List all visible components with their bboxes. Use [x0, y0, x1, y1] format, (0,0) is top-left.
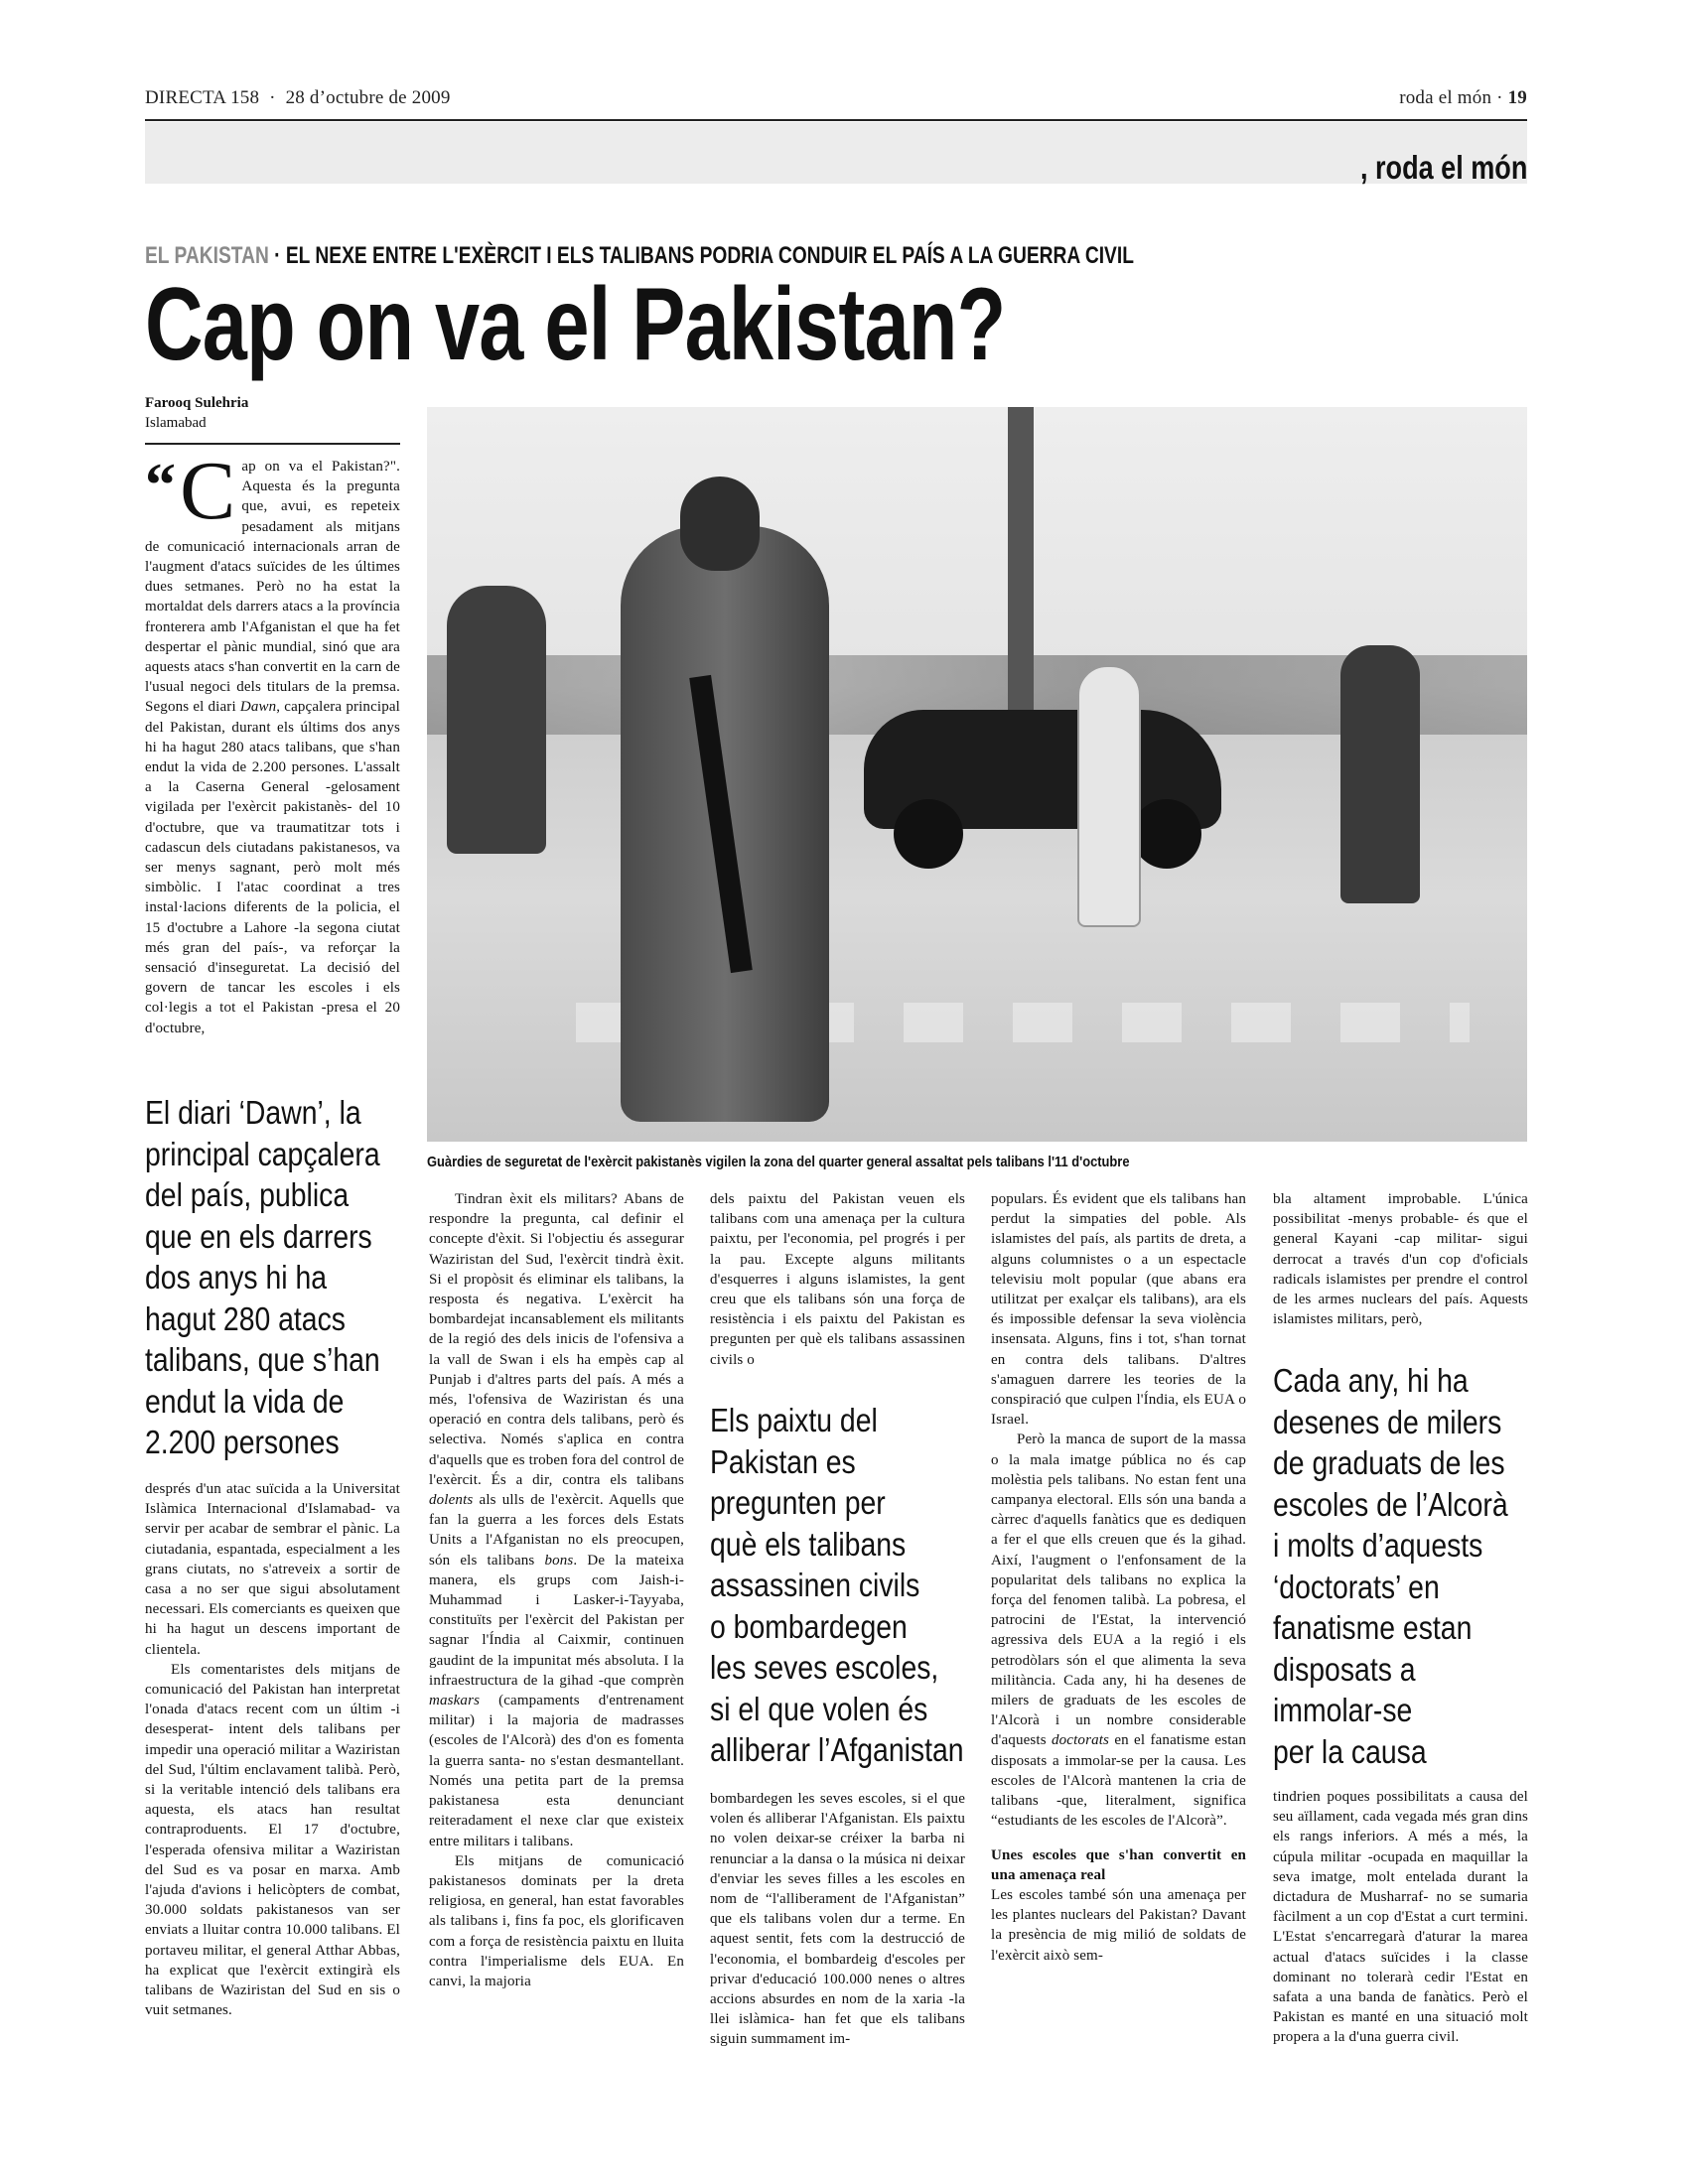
pull-quote-line: ‘doctorats’ en	[1273, 1568, 1440, 1605]
pull-quote-3	[1273, 1360, 1529, 1772]
body-text: bla altament improbable. L'única possibilitat -menys probable- és que el general Kayani -cap militar- sigui derrocat a través d'un cop d'oficials radicals islamistes per prendre el control de les armes nuclears del país. Aquests islamistes militars, però,	[1273, 1191, 1528, 1328]
column-5-bottom	[1273, 1787, 1528, 2048]
paragraph	[710, 1189, 965, 1370]
column-4-body	[991, 1189, 1246, 1832]
kicker-topic: EL PAKISTAN	[145, 242, 269, 269]
section-name: roda el món ·	[1399, 87, 1503, 108]
pull-quote-line: Pakistan es	[710, 1442, 856, 1480]
body-text: als ulls de l'exèrcit. Aquells que fan la guerra a les forces dels Estats Units a l'Afganistan no els preocupen, són els talibans	[429, 1492, 684, 1569]
paragraph	[1273, 1787, 1528, 2048]
pull-quote-line: del país, publica	[145, 1176, 350, 1213]
pull-quote-line: hagut 280 atacs	[145, 1299, 346, 1337]
pull-quote-1	[145, 1092, 401, 1463]
car-wheel	[1132, 799, 1201, 869]
news-photo	[427, 407, 1527, 1142]
column-3-top	[710, 1189, 965, 1370]
column-4-body-end	[991, 1885, 1246, 1966]
pull-quote-line: i molts d’aquests	[1273, 1527, 1483, 1564]
column-1-top	[145, 445, 400, 1038]
lead-paragraph	[145, 445, 400, 1038]
header-rule	[145, 119, 1527, 121]
page-folio	[1399, 87, 1527, 109]
soldier-right	[1340, 645, 1420, 903]
pull-quote-line: endut la vida de	[145, 1382, 345, 1420]
column-2	[429, 1189, 684, 1991]
body-text: Els comentaristes dels mitjans de comunicació del Pakistan han interpretat l'onada d'atacs recent com un últim -i desesperat- intent dels talibans per impedir una operació militar a Waziristan del Sud, l'últim enclavament talibà. Però, si la veritable intenció dels talibans era aquesta, els atacs han resultat contraproduents. El 17 d'octubre, l'esperada ofensiva militar a Waziristan del Sud es va posar en marxa. Amb l'ajuda d'avions i helicòpters de combat, 30.000 soldats pakistanesos van ser enviats a lluitar contra 10.000 talibans. El portaveu militar, el general Atthar Abbas, ha explicat que l'exèrcit extingirà els talibans de Waziristan del Sud en sis o vuit setmanes.	[145, 1661, 400, 2019]
pull-quote-line: immolar-se	[1273, 1692, 1413, 1728]
car-wheel	[894, 799, 963, 869]
paragraph	[429, 1851, 684, 1991]
body-text: ap on va el Pakistan?". Aquesta és la pregunta que, avui, es repeteix pesadament als mitjans de comunicació internacionals arran de l'augment d'atacs suïcides de les últimes dues setmanes. Però no ha estat la mortaldat dels darrers atacs a la província fronterera amb l'Afganistan el que ha fet despertar el pànic mundial, sinó que ara aquests atacs s'han convertit en la carn de l'usual negoci dels titulars de la premsa. Segons el diari	[145, 459, 400, 716]
pull-quote-line: El diari ‘Dawn’, la	[145, 1094, 361, 1131]
pull-quote-line: si el que volen és	[710, 1690, 928, 1727]
column-1-bottom	[145, 1479, 400, 2020]
italic-text: maskars	[429, 1693, 481, 1709]
pull-quote-line: principal capçalera	[145, 1135, 380, 1172]
italic-text: Dawn	[239, 699, 277, 716]
drop-quote-mark: “	[145, 452, 177, 519]
pull-quote-line: per la causa	[1273, 1732, 1427, 1770]
italic-text: dolents	[429, 1492, 474, 1509]
pull-quote-line: fanatisme estan	[1273, 1609, 1473, 1646]
paragraph	[991, 1430, 1246, 1831]
issue-info	[145, 87, 451, 109]
pull-quote-line: disposats a	[1273, 1650, 1416, 1688]
pull-quote-line: o bombardegen	[710, 1607, 908, 1645]
soldier-head	[680, 477, 760, 571]
body-text: (campaments d'entrenament militar) i la majoria de madrasses (escoles de l'Alcorà) des d'on es fomenta la guerra santa- no s'estan desmantellant. Només una petita part de la premsa pakistanesa esta denunciant reiteradament el nexe clar que existeix entre militars i talibans.	[429, 1693, 684, 1849]
kicker-text: · EL NEXE ENTRE L'EXÈRCIT I ELS TALIBANS PODRIA CONDUIR EL PAÍS A LA GUERRA CIVIL	[268, 242, 1134, 269]
body-text: , capçalera principal del Pakistan, durant els últims dos anys hi ha hagut 280 atacs talibans, que s'han endut la vida de 2.200 persones. L'assalt a la Caserna General -gelosament vigilada per l'exèrcit pakistanès- del 10 d'octubre, que va traumatitzar tots i cadascun dels ciutadans pakistanesos, va ser menys sagnant, però molt més simbòlic. I l'atac coordinat a tres instal·lacions diferents de la policia, el 15 d'octubre a Lahore -la segona ciutat més gran del país-, va reforçar la sensació d'inseguretat. La decisió del govern de tancar les escoles i els col·legis a tot el Pakistan -presa el 20 d'octubre,	[145, 699, 400, 1036]
pull-quote-line: 2.200 persones	[145, 1424, 340, 1460]
pull-quote-line: les seves escoles,	[710, 1649, 939, 1686]
section-band	[145, 122, 1527, 184]
issue-number: DIRECTA 158	[145, 87, 260, 108]
pull-quote-line: dos anys hi ha	[145, 1259, 328, 1296]
issue-date: 28 d’octubre de 2009	[285, 87, 451, 108]
guard-white-uniform	[1077, 665, 1141, 927]
body-text: dels paixtu del Pakistan veuen els talibans com una amenaça per la cultura paixtu, per l'economia, pel progrés i per la pau. Excepte alguns militants d'esquerres i alguns islamistes, la gent creu que els talibans són una força de resistència i els paixtu del Pakistan es pregunten per què els talibans assassinen civils o	[710, 1191, 965, 1368]
byline	[145, 393, 400, 445]
paragraph	[710, 1789, 965, 2050]
pull-quote-line: què els talibans	[710, 1525, 907, 1563]
pull-quote-line: desenes de milers	[1273, 1403, 1502, 1440]
author: Farooq Sulehria	[145, 395, 249, 411]
italic-text: bons	[544, 1552, 574, 1569]
pull-quote-line: talibans, que s’han	[145, 1341, 380, 1378]
body-text: . De la mateixa manera, els grups com Jaish-i-Muhammad i Lasker-i-Tayyaba, constituïts per l'exèrcit del Pakistan per sagnar l'Índia al Caixmir, continuen gaudint de la impunitat més absoluta. I la infraestructura de la gihad -que comprèn	[429, 1552, 684, 1689]
separator: ·	[269, 87, 276, 108]
body-text: Els mitjans de comunicació pakistanesos dominats per la dreta religiosa, en general, han estat favorables als talibans i, fins fa poc, els glorificaven com a força de resistència paixtu en lluita contra l'imperialisme dels EUA. En canvi, la majoria	[429, 1852, 684, 1989]
paragraph	[145, 1660, 400, 2021]
drop-cap: C	[180, 445, 236, 537]
subheading: Unes escoles que s'han convertit en una amenaça real	[991, 1846, 1246, 1883]
pull-quote-line: alliberar l’Afganistan	[710, 1731, 964, 1768]
italic-text: doctorats	[1052, 1732, 1110, 1749]
page-number: 19	[1507, 87, 1527, 108]
paragraph	[991, 1885, 1246, 1966]
column-3-bottom	[710, 1789, 965, 2050]
location: Islamabad	[145, 415, 207, 431]
photo-caption: Guàrdies de seguretat de l'exèrcit pakistanès vigilen la zona del quarter general assaltat pels talibans l'11 d'octubre	[427, 1154, 1130, 1170]
pull-quote-line: que en els darrers	[145, 1217, 372, 1255]
body-text: bombardegen les seves escoles, si el que volen és alliberar l'Afganistan. Els paixtu no volen deixar-se créixer la barba ni renunciar a la dansa o la música ni deixar d'enviar les seves filles a les escoles en nom de “l'alliberament de l'Afganistan” que els talibans volen dur a terme. En aquest sentit, fets com la destrucció de l'economia, el bombardeig d'escoles per privar d'educació 100.000 nenes o altres accions absurdes en nom de la xaria -la llei islàmica- han fet que els talibans siguin summament im-	[710, 1791, 965, 2048]
body-text: Les escoles també són una amenaça per les plantes nuclears del Pakistan? Davant la presència de mig milió de soldats de l'exèrcit això sem-	[991, 1886, 1246, 1964]
headline: Cap on va el Pakistan?	[145, 267, 1006, 382]
pull-quote-2	[710, 1400, 966, 1771]
pull-quote-line: de graduats de les	[1273, 1444, 1505, 1481]
paragraph	[145, 1479, 400, 1660]
kicker	[145, 242, 1134, 270]
body-text: després d'un atac suïcida a la Universitat Islàmica Internacional d'Islamabad- va servir per acabar de sembrar el pànic. La ciutadania, espantada, especialment a les grans ciutats, no s'atreveix a sortir de casa a no ser que sigui absolutament necessari. Els comerciants es queixen que hi ha hagut un descens important de clientela.	[145, 1481, 400, 1658]
paragraph	[429, 1189, 684, 1851]
section-title: , roda el món	[1359, 149, 1527, 186]
pull-quote-line: Els paixtu del	[710, 1402, 878, 1438]
body-text: populars. És evident que els talibans han perdut la simpaties del poble. Als islamistes del país, als partits de dreta, a alguns columnistes o a un espectacle televisiu molt popular (que abans era utilitzat per exalçar els talibans), ara els és impossible defensar la seva violència insensata. Alguns, fins i tot, s'han tornat en contra dels talibans. D'altres s'amaguen darrere les teories de la conspiració que culpen l'Índia, els EUA o Israel.	[991, 1191, 1246, 1429]
pull-quote-line: Cada any, hi ha	[1273, 1362, 1469, 1399]
pull-quote-line: assassinen civils	[710, 1567, 920, 1603]
body-text: Però la manca de suport de la massa o la mala imatge pública no és cap molèstia pels talibans. No estan fent una campanya electoral. Ells són una banda a càrrec d'aquells fanàtics que es dediquen a fer el que ells creuen que és la gihad. Així, l'augment o l'enfonsament de la popularitat dels talibans no explica la força del fenomen talibà. La pobresa, el patrocini de l'Estat, la intervenció agressiva dels EUA a la regió i els petrodòlars són el que alimenta la seva militància. Cada any, hi ha desenes de milers de graduats de les escoles de l'Alcorà i un nombre considerable d'aquests	[991, 1432, 1246, 1749]
paragraph	[1273, 1189, 1528, 1329]
column-5-top	[1273, 1189, 1528, 1329]
body-text: tindrien poques possibilitats a causa del seu aïllament, cada vegada més gran dins els rangs inferiors. A més a més, la cúpula militar -ocupada en maquillar la seva imatge, molt entelada durant la dictadura de Musharraf- no se sumaria fàcilment a un cop d'Estat a curt termini. L'Estat s'encarregarà d'aturar la marea actual d'atacs suïcides i la classe dominant no tolerarà cedir l'Estat en safata a una banda de fanàtics. Però el Pakistan es manté en una situació molt propera a la d'una guerra civil.	[1273, 1789, 1528, 2046]
body-text: Tindran èxit els militars? Abans de respondre la pregunta, cal definir el concepte d'èxit. Si l'objectiu és assegurar Waziristan del Sud, l'exèrcit tindrà èxit. Si el propòsit és eliminar els talibans, la resposta és negativa. L'exèrcit ha bombardejat incansablement els militants de la regió des dels inicis de l'ofensiva a la vall de Swan i els ha empès cap al Punjab i d'altres parts del país. A més a més, l'ofensiva de Waziristan és una operació en contra dels talibans, però és selectiva. Només s'aplica en contra d'aquells que es troben fora del control de l'exèrcit. És a dir, contra els talibans	[429, 1191, 684, 1488]
paragraph	[991, 1189, 1246, 1430]
pull-quote-line: escoles de l’Alcorà	[1273, 1485, 1508, 1523]
pull-quote-line: pregunten per	[710, 1484, 886, 1521]
body-text: en el fanatisme estan disposats a immolar-se per la causa. Les escoles de l'Alcorà mantenen la cria de talibans -que, literalment, significa “estudiants de les escoles de l'Alcorà”.	[991, 1732, 1246, 1830]
soldier-left	[447, 586, 546, 854]
column-4	[991, 1189, 1246, 1966]
